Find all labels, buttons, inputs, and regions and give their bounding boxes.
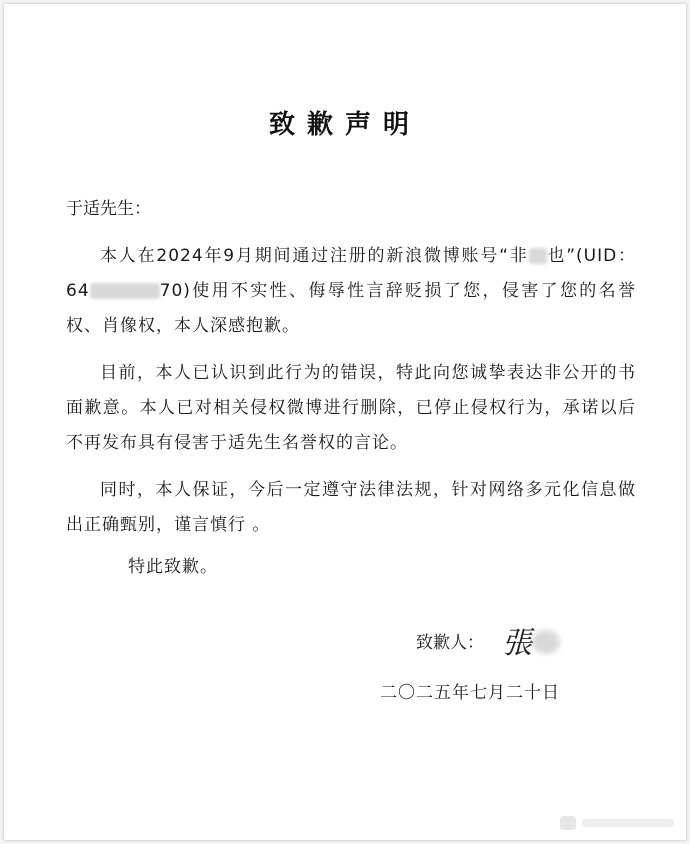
redacted-name [529,248,547,264]
salutation: 于适先生： [66,199,151,219]
handwritten-signature [498,622,568,662]
paragraph-3: 同时，本人保证，今后一定遵守法律法规，针对网络多元化信息做出正确甄别，谨言慎行 。 [66,480,636,535]
document-date: 二〇二五年七月二十日 [380,683,560,703]
paragraph-1-part-1: 本人在2024年9月期间通过注册的新浪微博账号“非 [100,246,529,266]
paragraph-1-part-3: 70)使用不实性、侮辱性言辞贬损了您，侵害了您的名誉权、肖像权，本人深感抱歉。 [66,281,636,336]
paragraph-1-part-2: 也”(UID：64 [66,246,636,301]
paragraph-2: 目前，本人已认识到此行为的错误，特此向您诚挚表达非公开的书面歉意。本人已对相关侵权微博进行删除，已停止侵权行为，承诺以后不再发布具有侵害于适先生名誉权的言论。 [66,363,636,453]
signature-glyph: 張 [502,626,532,661]
signer-label: 致歉人： [416,633,484,653]
closing-line: 特此致歉。 [128,557,218,577]
paragraph-1 [66,239,636,344]
document-title: 致歉声明 [268,110,421,140]
document-page [4,4,686,840]
watermark [558,812,678,834]
document-body [66,192,636,555]
redacted-uid [90,283,160,299]
